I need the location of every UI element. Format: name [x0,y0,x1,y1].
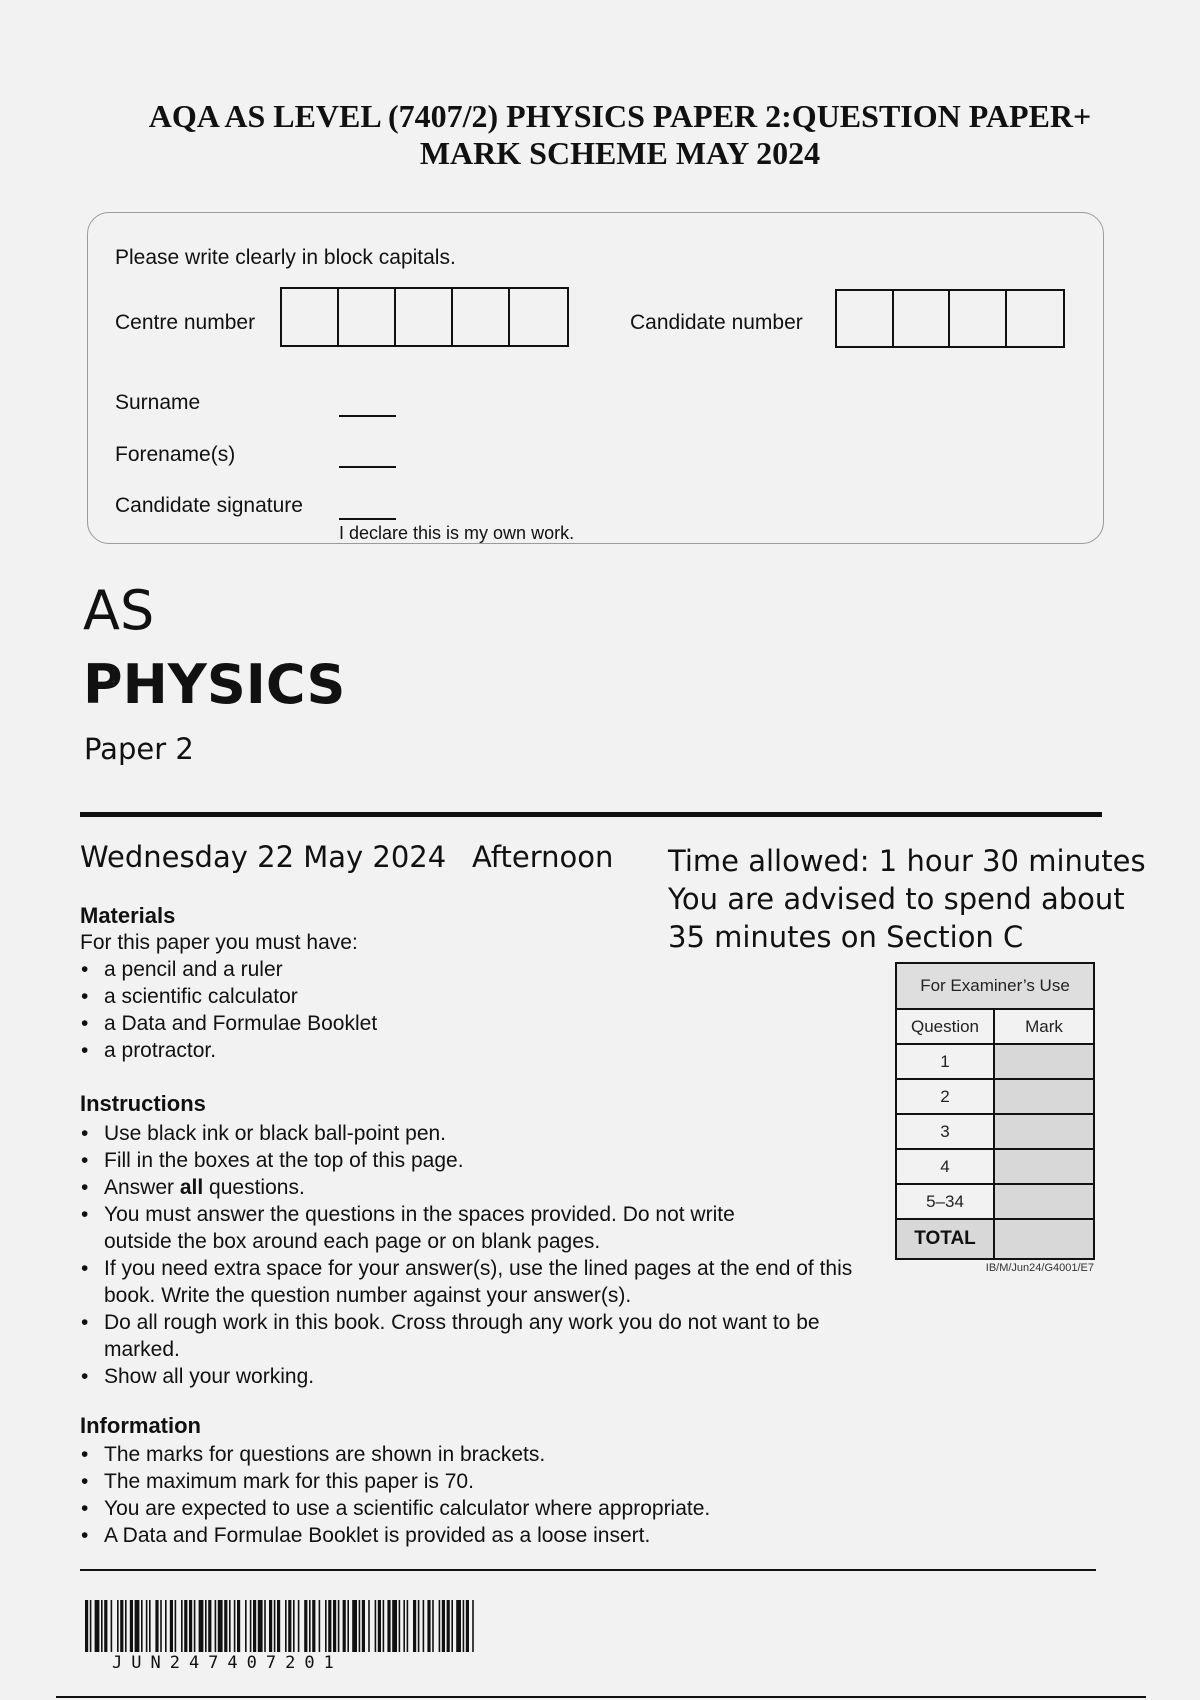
mark-cell[interactable] [994,1044,1094,1079]
list-item: • If you need extra space for your answer(s), use the lined pages at the end of this book. Write the question number against your answer(s). [80,1255,874,1309]
divider-bottom [56,1696,1146,1698]
forenames-label: Forename(s) [115,443,236,466]
information-section [80,1413,870,1549]
materials-list [80,956,840,1064]
time-allowed: Time allowed: 1 hour 30 minutes [668,844,1146,878]
centre-number-digit-box[interactable] [282,289,339,345]
mark-cell[interactable] [994,1184,1094,1219]
centre-number-digit-box[interactable] [396,289,453,345]
list-item: • You must answer the questions in the spaces provided. Do not write outside the box around each page or on blank pages. [80,1201,784,1255]
examiner-use-table [895,962,1095,1260]
total-mark-cell[interactable] [994,1219,1094,1259]
list-item: • A Data and Formulae Booklet is provided as a loose insert. [80,1522,870,1549]
list-item: • The marks for questions are shown in brackets. [80,1441,870,1468]
answer-all-emphasis: all [179,1176,204,1199]
centre-number-digit-box[interactable] [453,289,510,345]
centre-number-digit-box[interactable] [339,289,396,345]
divider-thick [80,812,1102,817]
materials-heading: Materials [80,903,176,928]
instructions-section [80,1091,870,1390]
mark-cell[interactable] [994,1079,1094,1114]
candidate-number-label: Candidate number [630,311,803,334]
centre-number-digit-box[interactable] [510,289,567,345]
question-cell: 1 [896,1044,994,1079]
question-cell: 5–34 [896,1184,994,1219]
exam-date: Wednesday 22 May 2024 [80,840,447,874]
surname-label: Surname [115,391,201,414]
paper-heading: Paper 2 [84,732,194,766]
barcode-graphic [85,1600,475,1652]
centre-number-label: Centre number [115,311,256,334]
table-row [896,1079,1094,1114]
signature-label: Candidate signature [115,494,303,517]
mark-column-header: Mark [994,1009,1094,1044]
divider-thin [80,1569,1096,1571]
mark-cell[interactable] [994,1149,1094,1184]
candidate-number-digit-box[interactable] [837,291,894,346]
section-advice-line-1: You are advised to spend about [668,882,1125,916]
list-item: • a protractor. [80,1037,840,1064]
total-row [896,1219,1094,1259]
level-heading: AS [83,579,155,642]
declaration-text: I declare this is my own work. [339,523,575,543]
question-cell: 2 [896,1079,994,1114]
question-cell: 3 [896,1114,994,1149]
barcode-text: JUN247407201 [112,1653,343,1673]
instructions-list [80,1120,870,1390]
table-row [896,1184,1094,1219]
information-heading: Information [80,1413,201,1438]
block-capitals-instruction: Please write clearly in block capitals. [115,246,456,269]
information-list [80,1441,870,1549]
answer-all-prefix: Answer [104,1176,180,1199]
list-item: • You are expected to use a scientific calculator where appropriate. [80,1495,870,1522]
centre-number-boxes[interactable] [280,287,569,347]
list-item: • a scientific calculator [80,983,840,1010]
list-item: • a Data and Formulae Booklet [80,1010,840,1037]
list-item: • Use black ink or black ball-point pen. [80,1120,870,1147]
document-reference: IB/M/Jun24/G4001/E7 [985,1262,1094,1274]
table-row [896,1044,1094,1079]
list-item [80,1174,870,1201]
signature-field[interactable] [339,518,396,520]
table-row [896,1149,1094,1184]
exam-session: Afternoon [472,840,614,874]
list-item: • Fill in the boxes at the top of this page. [80,1147,870,1174]
table-row [896,1114,1094,1149]
document-title: AQA AS LEVEL (7407/2) PHYSICS PAPER 2:QUESTION PAPER+ MARK SCHEME MAY 2024 [148,98,1092,171]
list-item: • The maximum mark for this paper is 70. [80,1468,870,1495]
candidate-number-boxes[interactable] [835,289,1065,348]
question-column-header: Question [896,1009,994,1044]
subject-heading: PHYSICS [83,653,346,716]
total-label: TOTAL [896,1219,994,1259]
forenames-field[interactable] [339,466,396,468]
mark-cell[interactable] [994,1114,1094,1149]
examiner-use-heading: For Examiner’s Use [896,963,1094,1009]
candidate-number-digit-box[interactable] [950,291,1007,346]
surname-field[interactable] [339,415,396,417]
question-cell: 4 [896,1149,994,1184]
answer-all-suffix: questions. [203,1176,305,1199]
list-item: • a pencil and a ruler [80,956,840,983]
candidate-number-digit-box[interactable] [1007,291,1063,346]
candidate-number-digit-box[interactable] [894,291,951,346]
list-item: • Show all your working. [80,1363,870,1390]
materials-intro: For this paper you must have: [80,931,358,954]
materials-section [80,903,840,1064]
section-advice-line-2: 35 minutes on Section C [668,920,1024,954]
list-item: • Do all rough work in this book. Cross through any work you do not want to be marked. [80,1309,834,1363]
instructions-heading: Instructions [80,1091,206,1116]
